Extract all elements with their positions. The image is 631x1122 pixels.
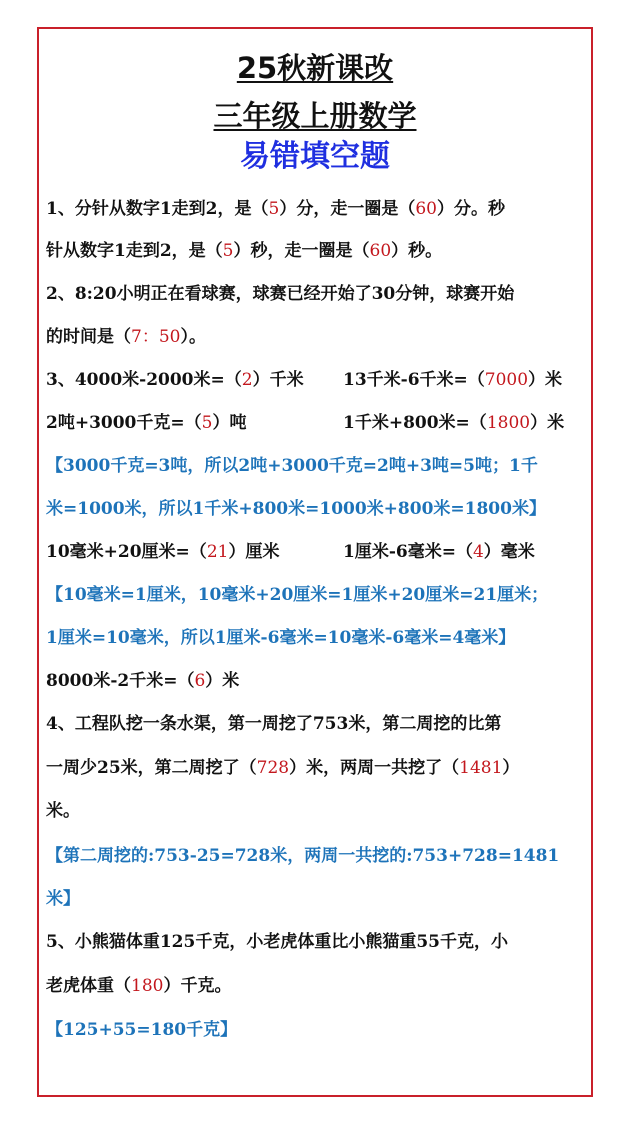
q3-item-f: 1厘米-6毫米=（4）毫米 bbox=[343, 542, 535, 562]
q3-note-2-line-2: 1厘米=10毫米，所以1厘米-6毫米=10毫米-6毫米=4毫米】 bbox=[46, 628, 516, 648]
answer: 5 bbox=[222, 241, 234, 261]
q4-note-line-2: 米】 bbox=[46, 889, 80, 909]
answer: 60 bbox=[369, 241, 392, 261]
answer: 6 bbox=[194, 671, 206, 691]
answer: 2 bbox=[241, 370, 253, 390]
answer: 5 bbox=[268, 199, 280, 219]
q4-note-line-1: 【第二周挖的:753-25=728米，两周一共挖的:753+728=1481 bbox=[46, 846, 560, 866]
q4-line-2: 一周少25米，第二周挖了（728）米，两周一共挖了（1481） bbox=[46, 758, 520, 778]
q3-note-2-line-1: 【10毫米=1厘米，10毫米+20厘米=1厘米+20厘米=21厘米； bbox=[46, 585, 549, 605]
q3-note-1-line-1: 【3000千克=3吨，所以2吨+3000千克=2吨+3吨=5吨；1千 bbox=[46, 456, 538, 476]
answer: 5 bbox=[201, 413, 213, 433]
q4-line-3: 米。 bbox=[46, 801, 80, 821]
q2-line-1: 2、8:20小明正在看球赛，球赛已经开始了30分钟，球赛开始 bbox=[46, 284, 515, 304]
q3-item-d: 1千米+800米=（1800）米 bbox=[343, 413, 565, 433]
q1-line-2: 针从数字1走到2，是（5）秒，走一圈是（60）秒。 bbox=[46, 241, 443, 261]
answer: 7：50 bbox=[131, 327, 181, 347]
q3-item-e: 10毫米+20厘米=（21）厘米 bbox=[46, 542, 280, 562]
q5-line-2: 老虎体重（180）千克。 bbox=[46, 976, 232, 996]
q3-note-1-line-2: 米=1000米，所以1千米+800米=1000米+800米=1800米】 bbox=[46, 499, 546, 519]
q5-line-1: 5、小熊猫体重125千克，小老虎体重比小熊猫重55千克，小 bbox=[46, 932, 508, 952]
q3-item-c: 2吨+3000千克=（5）吨 bbox=[46, 413, 247, 433]
answer: 728 bbox=[256, 758, 290, 778]
answer: 1481 bbox=[459, 758, 503, 778]
answer: 1800 bbox=[486, 413, 531, 433]
q2-line-2: 的时间是（7：50）。 bbox=[46, 327, 206, 347]
q3-item-b: 13千米-6千米=（7000）米 bbox=[343, 370, 563, 390]
title-line-2: 三年级上册数学 bbox=[213, 99, 417, 133]
answer: 7000 bbox=[484, 370, 529, 390]
answer: 180 bbox=[131, 976, 164, 996]
title-line-1: 25秋新课改 bbox=[236, 51, 394, 85]
answer: 4 bbox=[472, 542, 484, 562]
q3-item-g: 8000米-2千米=（6）米 bbox=[46, 671, 240, 691]
q1-line-1: 1、分针从数字1走到2，是（5）分，走一圈是（60）分。秒 bbox=[46, 199, 505, 219]
q3-item-a: 3、4000米-2000米=（2）千米 bbox=[46, 370, 304, 390]
q4-line-1: 4、工程队挖一条水渠，第一周挖了753米，第二周挖的比第 bbox=[46, 714, 502, 734]
answer: 21 bbox=[206, 542, 229, 562]
title-line-3: 易错填空题 bbox=[240, 139, 390, 174]
answer: 60 bbox=[415, 199, 437, 219]
q5-note: 【125+55=180千克】 bbox=[46, 1020, 238, 1040]
